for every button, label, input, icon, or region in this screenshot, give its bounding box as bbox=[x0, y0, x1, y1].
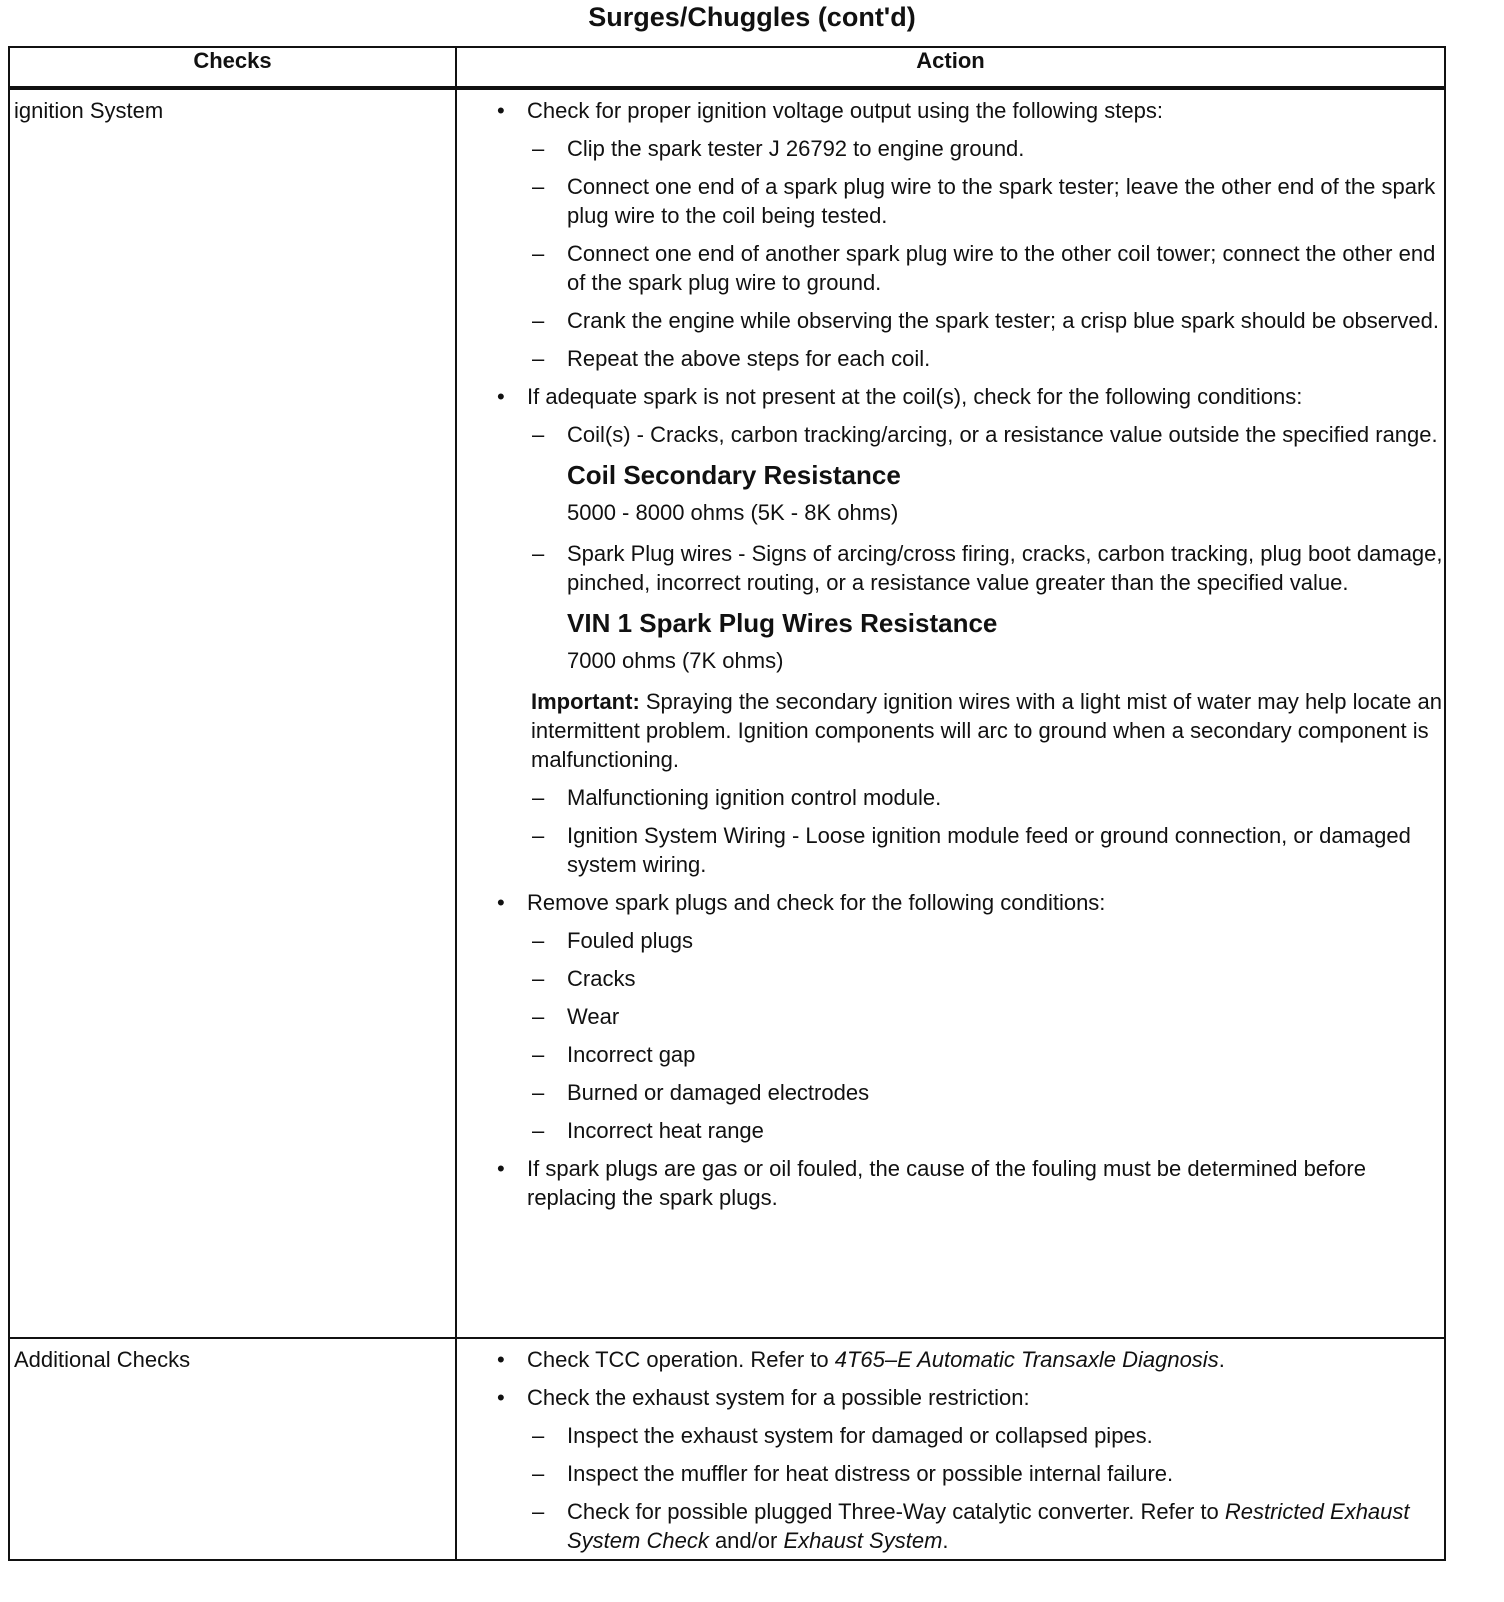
action-step: – Malfunctioning ignition control module. bbox=[497, 783, 1444, 812]
step-text-mid: and/or bbox=[708, 1528, 784, 1553]
action-bullet: • Remove spark plugs and check for the following conditions: bbox=[497, 888, 1444, 917]
action-step bbox=[497, 1497, 1444, 1555]
action-step: – Coil(s) - Cracks, carbon tracking/arcing, or a resistance value outside the specified range. bbox=[497, 420, 1444, 449]
action-step: – Incorrect heat range bbox=[497, 1116, 1444, 1145]
action-step: – Burned or damaged electrodes bbox=[497, 1078, 1444, 1107]
table-header-row bbox=[9, 47, 1445, 88]
table-row-ignition-system bbox=[9, 88, 1445, 1338]
bullet-text: Check TCC operation. Refer to bbox=[527, 1347, 835, 1372]
action-ignition-system bbox=[456, 88, 1445, 1338]
action-bullet: • If adequate spark is not present at the coil(s), check for the following conditions: bbox=[497, 382, 1444, 411]
action-step: – Fouled plugs bbox=[497, 926, 1444, 955]
bullet-text-end: . bbox=[1218, 1347, 1225, 1372]
step-text: Check for possible plugged Three-Way catalytic converter. Refer to bbox=[567, 1499, 1225, 1524]
action-step: – Spark Plug wires - Signs of arcing/cross firing, cracks, carbon tracking, plug boot damage, pinched, incorrect routing, or a resistance value greater than the specified value. bbox=[497, 539, 1444, 597]
action-step: – Inspect the muffler for heat distress or possible internal failure. bbox=[497, 1459, 1444, 1488]
action-step: – Cracks bbox=[497, 964, 1444, 993]
action-step: – Ignition System Wiring - Loose ignition module feed or ground connection, or damaged system wiring. bbox=[497, 821, 1444, 879]
action-step: – Repeat the above steps for each coil. bbox=[497, 344, 1444, 373]
action-bullet: • Check for proper ignition voltage output using the following steps: bbox=[497, 96, 1444, 125]
action-bullet bbox=[497, 1345, 1444, 1374]
reference-exhaust-system: Exhaust System bbox=[783, 1528, 943, 1553]
important-note bbox=[497, 687, 1444, 774]
action-bullet: • If spark plugs are gas or oil fouled, the cause of the fouling must be determined before replacing the spark plugs. bbox=[497, 1154, 1444, 1212]
action-bullet: • Check the exhaust system for a possible restriction: bbox=[497, 1383, 1444, 1412]
action-step: – Connect one end of another spark plug wire to the other coil tower; connect the other end of the spark plug wire to ground. bbox=[497, 239, 1444, 297]
reference-transaxle-diagnosis: 4T65–E Automatic Transaxle Diagnosis bbox=[834, 1347, 1219, 1372]
important-text: Spraying the secondary ignition wires with a light mist of water may help locate an intermittent problem. Ignition components will arc to ground when a secondary component is malfunctioning. bbox=[531, 689, 1442, 772]
check-ignition-system: ignition System bbox=[9, 88, 456, 1338]
spec-value-wire-resistance: 7000 ohms (7K ohms) bbox=[567, 648, 784, 673]
step-text-end: . bbox=[942, 1528, 949, 1553]
page-title: Surges/Chuggles (cont'd) bbox=[588, 2, 916, 32]
spec-heading-wire-resistance: VIN 1 Spark Plug Wires Resistance bbox=[567, 608, 998, 638]
diagnostic-table bbox=[8, 46, 1446, 1561]
column-header-checks: Checks bbox=[9, 47, 456, 88]
action-step: – Connect one end of a spark plug wire to the spark tester; leave the other end of the spark plug wire to the coil being tested. bbox=[497, 172, 1444, 230]
action-step: – Incorrect gap bbox=[497, 1040, 1444, 1069]
action-step: – Inspect the exhaust system for damaged or collapsed pipes. bbox=[497, 1421, 1444, 1450]
table-row-additional-checks bbox=[9, 1338, 1445, 1560]
action-additional-checks bbox=[456, 1338, 1445, 1560]
action-step: – Wear bbox=[497, 1002, 1444, 1031]
column-header-action: Action bbox=[456, 47, 1445, 88]
reference-restricted-exhaust: Restricted Exhaust System Check bbox=[567, 1499, 1410, 1553]
spec-value-coil-resistance: 5000 - 8000 ohms (5K - 8K ohms) bbox=[567, 500, 899, 525]
spec-heading-coil-resistance: Coil Secondary Resistance bbox=[567, 460, 901, 490]
action-step: – Clip the spark tester J 26792 to engine ground. bbox=[497, 134, 1444, 163]
action-step: – Crank the engine while observing the spark tester; a crisp blue spark should be observed. bbox=[497, 306, 1444, 335]
important-label: Important: bbox=[531, 689, 640, 714]
check-additional-checks: Additional Checks bbox=[9, 1338, 456, 1560]
